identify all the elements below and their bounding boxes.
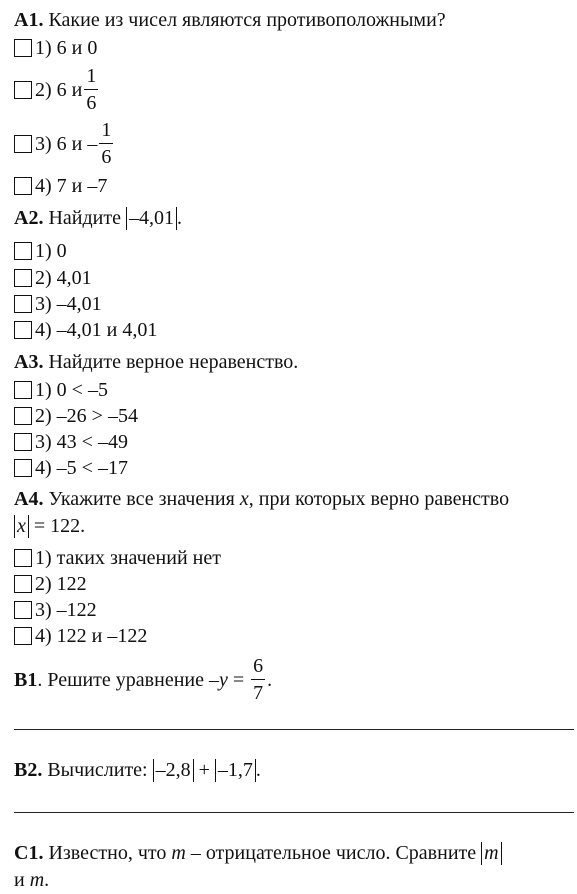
equation-rhs: = 122.	[33, 515, 86, 537]
question-b1	[14, 656, 272, 703]
option-text: 4) 7 и –7	[35, 175, 108, 197]
option-text: 3) –122	[35, 599, 97, 621]
fraction-numerator: 1	[101, 119, 112, 141]
option-a2-4	[14, 320, 157, 340]
question-a2	[14, 207, 182, 230]
option-text: 4) 122 и –122	[35, 625, 148, 647]
fraction-bar	[251, 679, 265, 680]
question-text: Вычислите:	[47, 759, 148, 781]
question-text: Укажите все значения	[48, 488, 235, 510]
option-text: 3) –4,01	[35, 293, 102, 315]
option-text: 4) –4,01 и 4,01	[35, 319, 158, 341]
question-text: Какие из чисел являются противоположными?	[48, 9, 446, 31]
question-text: . Решите уравнение –	[37, 668, 219, 691]
fraction	[84, 66, 98, 113]
question-tail: .	[267, 668, 273, 691]
checkbox[interactable]	[14, 39, 32, 57]
fraction-bar	[84, 89, 98, 90]
checkbox[interactable]	[14, 459, 32, 477]
option-text: 1) 0	[35, 240, 67, 262]
absolute-value: –4,01	[126, 207, 177, 230]
absolute-value: m	[481, 842, 501, 865]
checkbox[interactable]	[14, 242, 32, 260]
absolute-value: x	[14, 515, 29, 538]
variable: m	[171, 842, 186, 864]
fraction-numerator: 6	[253, 655, 264, 677]
question-text: Найдите	[48, 207, 121, 229]
option-a4-3	[14, 600, 97, 620]
option-a1-2	[14, 66, 100, 113]
checkbox[interactable]	[14, 549, 32, 567]
question-a3	[14, 352, 298, 372]
option-a4-1	[14, 548, 221, 568]
question-text: Найдите верное неравенство.	[48, 351, 299, 373]
question-c1-line2	[14, 870, 49, 890]
option-text: 4) –5 < –17	[35, 457, 128, 479]
question-label: А1.	[14, 9, 44, 31]
fraction-denominator: 6	[101, 146, 112, 169]
question-text-cont: – отрицательное число. Сравните	[190, 842, 477, 864]
option-a3-3	[14, 432, 128, 452]
question-a4-line2	[14, 515, 85, 538]
option-a3-4	[14, 458, 128, 478]
question-label: В2.	[14, 759, 43, 781]
fraction-bar	[99, 143, 113, 144]
checkbox[interactable]	[14, 601, 32, 619]
answer-line-b2[interactable]	[14, 812, 574, 813]
fraction	[251, 656, 265, 703]
absolute-value: –2,8	[153, 759, 194, 782]
checkbox[interactable]	[14, 381, 32, 399]
checkbox[interactable]	[14, 627, 32, 645]
question-b2	[14, 759, 261, 782]
question-text: Известно, что	[48, 842, 167, 864]
fraction	[99, 120, 113, 167]
fraction-denominator: 7	[253, 682, 264, 705]
variable: y	[218, 668, 228, 691]
equals-sign: =	[227, 668, 250, 691]
checkbox[interactable]	[14, 407, 32, 425]
checkbox[interactable]	[14, 177, 32, 195]
option-text: 1) 0 < –5	[35, 379, 108, 401]
question-tail: .	[255, 759, 261, 781]
checkbox[interactable]	[14, 321, 32, 339]
option-a2-3	[14, 294, 102, 314]
option-text: 1) 6 и 0	[35, 37, 98, 59]
option-a2-1	[14, 241, 67, 261]
checkbox[interactable]	[14, 433, 32, 451]
question-label: А2.	[14, 207, 44, 229]
fraction-numerator: 1	[86, 65, 97, 87]
option-a2-2	[14, 268, 92, 288]
variable: x	[239, 488, 249, 510]
option-a1-4	[14, 176, 107, 196]
answer-line-b1[interactable]	[14, 729, 574, 730]
question-c1	[14, 842, 502, 865]
question-label: А4.	[14, 488, 44, 510]
question-tail: .	[176, 207, 182, 229]
question-label: В1	[14, 668, 38, 691]
option-text: 3) 6 и –	[35, 132, 98, 155]
option-a1-1	[14, 38, 97, 58]
checkbox[interactable]	[14, 295, 32, 313]
option-a4-4	[14, 626, 147, 646]
option-a4-2	[14, 574, 87, 594]
question-label: А3.	[14, 351, 44, 373]
option-a3-1	[14, 380, 108, 400]
plus-sign: +	[198, 759, 210, 781]
option-a1-3	[14, 120, 115, 167]
variable: m	[29, 869, 45, 891]
option-text: 2) –26 > –54	[35, 405, 138, 427]
option-text: 2) 6 и	[35, 78, 83, 101]
question-a4	[14, 489, 509, 509]
question-tail: .	[44, 869, 50, 891]
option-a3-2	[14, 406, 138, 426]
checkbox[interactable]	[14, 269, 32, 287]
question-text: и	[14, 869, 25, 891]
option-text: 2) 4,01	[35, 267, 92, 289]
option-text: 2) 122	[35, 573, 87, 595]
question-a1	[14, 10, 446, 30]
option-text: 1) таких значений нет	[35, 547, 221, 569]
checkbox[interactable]	[14, 135, 32, 153]
checkbox[interactable]	[14, 81, 32, 99]
option-text: 3) 43 < –49	[35, 431, 128, 453]
question-text-cont: , при которых верно равенство	[248, 488, 510, 510]
question-label: С1.	[14, 842, 44, 864]
absolute-value: –1,7	[215, 759, 256, 782]
checkbox[interactable]	[14, 575, 32, 593]
fraction-denominator: 6	[86, 92, 97, 115]
